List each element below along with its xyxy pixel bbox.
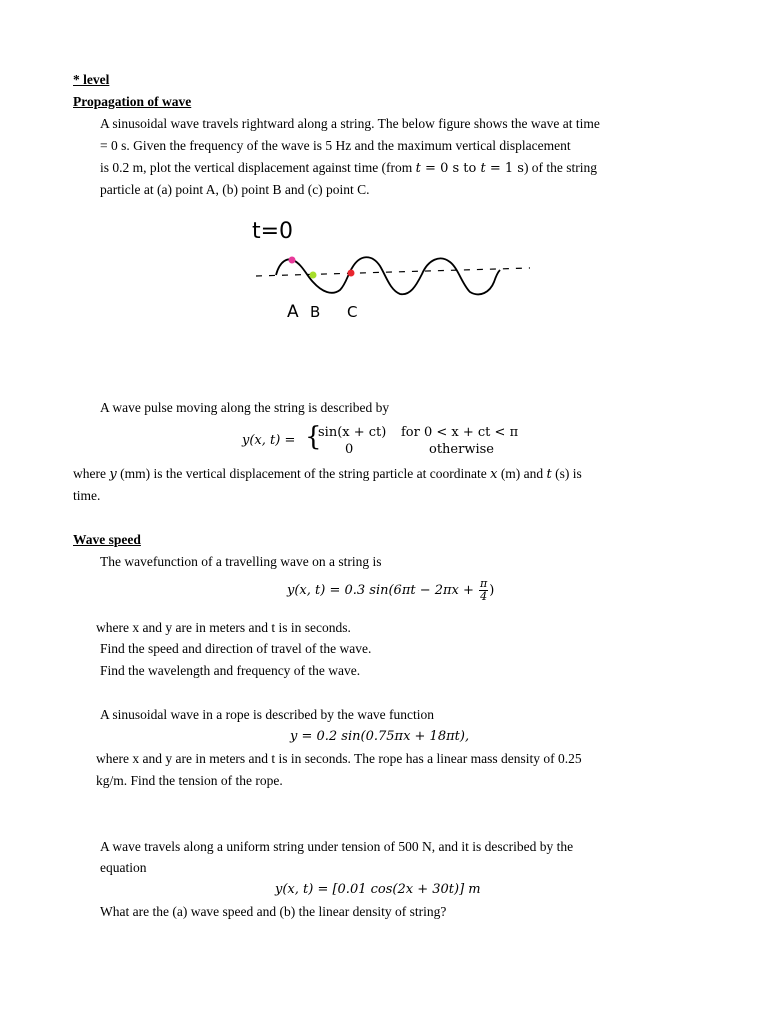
p2-intro: A wave pulse moving along the string is described by: [100, 400, 390, 415]
level-heading: * level: [73, 72, 110, 87]
label-a: A: [287, 302, 299, 322]
p3-equation: [287, 578, 494, 603]
p1-line-2: = 0 s. Given the frequency of the wave is 5 Hz and the maximum vertical displacement: [100, 138, 571, 153]
p2-var-y: y: [109, 467, 117, 482]
equilibrium-dashed-line: [256, 268, 530, 276]
p2-where-line: [73, 465, 582, 484]
label-c: C: [347, 303, 358, 321]
p1-line-3-text: is 0.2 m, plot the vertical displacement against time (from: [100, 160, 413, 175]
figure-time-label: t=0: [252, 219, 294, 244]
p4-line-2: kg/m. Find the tension of the rope.: [96, 773, 283, 788]
p2-eq-lhs: y(x, t) =: [242, 433, 296, 448]
point-b-marker: [310, 272, 317, 279]
p2-var-x: x: [490, 467, 498, 482]
p3-where: where x and y are in meters and t is in seconds.: [96, 620, 351, 635]
wave-figure: [240, 210, 540, 330]
p1-line-1: A sinusoidal wave travels rightward along a string. The below figure shows the wave at time: [100, 116, 600, 131]
p5-line-2: equation: [100, 860, 147, 875]
p5-line-1: A wave travels along a uniform string under tension of 500 N, and it is described by the: [100, 839, 574, 854]
p2-where-b: (mm) is the vertical displacement of the string particle at coordinate: [116, 466, 491, 481]
p2-case-2: 0: [345, 442, 354, 457]
p3-question-1: Find the speed and direction of travel of the wave.: [100, 641, 372, 656]
p3-frac-den: 4: [480, 590, 488, 603]
section-propagation-heading: Propagation of wave: [73, 94, 192, 109]
p4-intro: A sinusoidal wave in a rope is described by the wave function: [100, 707, 435, 722]
p3-eq-fraction: [479, 578, 488, 603]
p3-eq-main: y(x, t) = 0.3 sin(6πt − 2πx +: [287, 583, 479, 598]
p5-question: What are the (a) wave speed and (b) the linear density of string?: [100, 904, 447, 919]
p5-equation: y(x, t) = [0.01 cos(2x + 30t)] m: [275, 882, 481, 897]
p1-eq-2: = 1 s: [485, 161, 524, 176]
section-wave-speed-heading: Wave speed: [73, 532, 141, 547]
p1-line-4: particle at (a) point A, (b) point B and (c) point C.: [100, 182, 370, 197]
p1-var-t1: t: [415, 161, 421, 176]
p2-cond-1: for 0 < x + ct < π: [401, 425, 519, 440]
label-b: B: [310, 303, 321, 321]
p3-frac-num: π: [480, 577, 488, 590]
p2-where-d: (s) is: [551, 466, 582, 481]
p2-brace: {: [305, 422, 322, 452]
p3-eq-close: ): [489, 583, 495, 598]
p3-question-2: Find the wavelength and frequency of the wave.: [100, 663, 361, 678]
p4-line-1: where x and y are in meters and t is in seconds. The rope has a linear mass density of 0.25: [96, 751, 582, 766]
p1-var-t2: t: [480, 161, 486, 176]
p2-where-a: where: [73, 466, 110, 481]
p1-line-3: [100, 159, 597, 178]
point-c-marker: [348, 270, 355, 277]
p3-intro: The wavefunction of a travelling wave on a string is: [100, 554, 382, 569]
p4-equation: y = 0.2 sin(0.75πx + 18πt),: [290, 729, 470, 744]
p1-eq-1: = 0 s to: [420, 161, 481, 176]
p2-cond-2: otherwise: [429, 442, 494, 457]
p2-where-end: time.: [73, 488, 101, 503]
point-a-marker: [289, 257, 296, 264]
p2-var-t: t: [546, 467, 552, 482]
p1-line-3-end: ) of the string: [523, 160, 598, 175]
p2-case-1: sin(x + ct): [318, 425, 387, 440]
p2-where-c: (m) and: [497, 466, 547, 481]
